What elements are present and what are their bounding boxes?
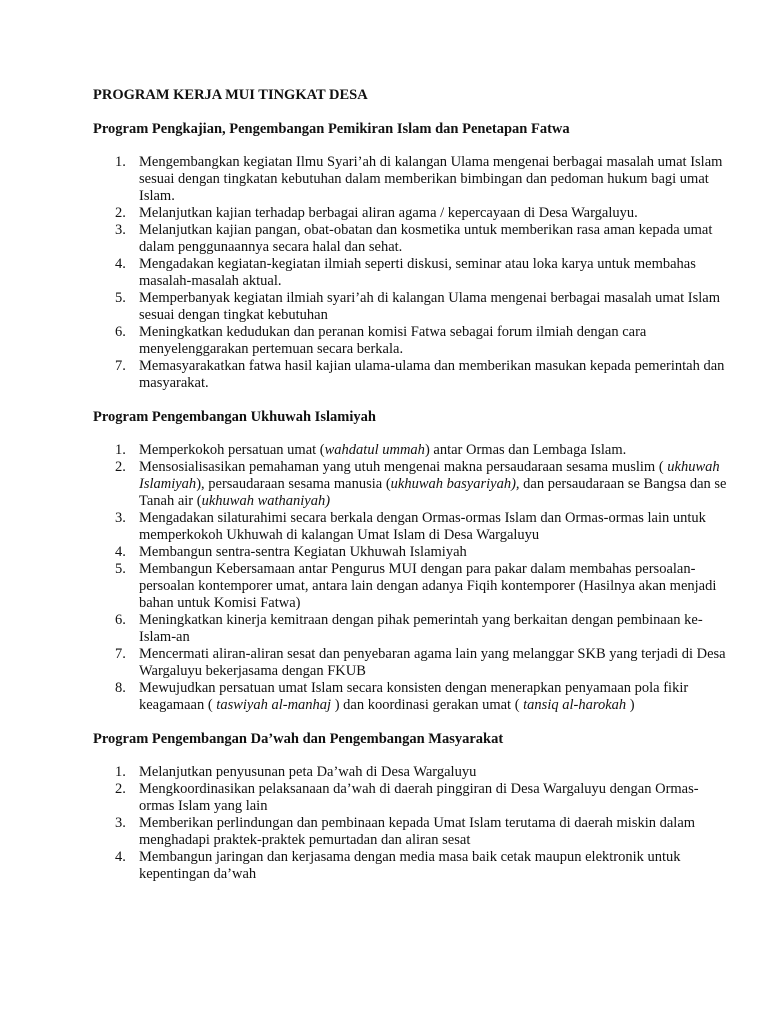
sections-container: [93, 120, 728, 883]
list-item-number: 1.: [115, 154, 126, 170]
list-item-text: ) antar Ormas dan Lembaga Islam.: [424, 442, 627, 458]
list-item-text: ) dan koordinasi gerakan umat (: [331, 697, 524, 713]
list-item-number: 1.: [115, 442, 126, 458]
list-item-text: Melanjutkan kajian pangan, obat-obatan dan kosmetika untuk memberikan rasa aman kepada umat dalam penggunaannya secara halal dan sehat.: [139, 222, 713, 255]
list-item: [93, 510, 728, 544]
list-item-italic-text: ukhuwah wathaniyah): [201, 493, 331, 509]
list-item-number: 5.: [115, 290, 126, 306]
section-title: Program Pengembangan Da’wah dan Pengembangan Masyarakat: [93, 731, 504, 747]
list-item-italic-text: ukhuwah basyariyah),: [390, 476, 520, 492]
list-item-number: 5.: [115, 561, 126, 577]
list-item-text: Meningkatkan kinerja kemitraan dengan pihak pemerintah yang berkaitan dengan pembinaan ke-Islam-an: [139, 612, 703, 645]
list-item: [93, 849, 728, 883]
list-item-number: 3.: [115, 510, 126, 526]
list-item-text: ): [626, 697, 635, 713]
list-item-text: Mengadakan silaturahimi secara berkala dengan Ormas-ormas Islam dan Ormas-ormas lain untuk memperkokoh Ukhuwah di kalangan Umat Islam di Desa Wargaluyu: [139, 510, 706, 543]
list-item: [93, 680, 728, 714]
list-item: [93, 612, 728, 646]
list-item: [93, 205, 728, 222]
list-item: [93, 442, 728, 459]
list-item-italic-text: wahdatul ummah: [324, 442, 425, 458]
list-item-number: 3.: [115, 815, 126, 831]
list-item-text: Membangun Kebersamaan antar Pengurus MUI dengan para pakar dalam membahas persoalan-persoalan kontemporer umat, antara lain dengan adanya Fiqih kontemporer (Hasilnya akan menjadi bahan untuk Komisi Fatwa): [139, 561, 717, 611]
list-item: [93, 781, 728, 815]
list-item-text: Membangun jaringan dan kerjasama dengan media masa baik cetak maupun elektronik untuk kepentingan da’wah: [139, 849, 681, 882]
list-item: [93, 324, 728, 358]
list-item-text: ), persaudaraan sesama manusia (: [196, 476, 391, 492]
list-item-text: Mengembangkan kegiatan Ilmu Syari’ah di kalangan Ulama mengenai berbagai masalah umat Islam sesuai dengan tingkatan kebutuhan dalam memberikan bimbingan dan pedoman hukum bagi umat Islam.: [139, 154, 723, 204]
list-item-number: 7.: [115, 646, 126, 662]
list-item-number: 3.: [115, 222, 126, 238]
list-item-italic-text: ukhuwah Islamiyah: [139, 459, 720, 492]
list-item-text: Mencermati aliran-aliran sesat dan penyebaran agama lain yang melanggar SKB yang terjadi di Desa Wargaluyu bekerjasama dengan FKUB: [139, 646, 726, 679]
list-item-text: dan persaudaraan se Bangsa dan se Tanah air (: [139, 476, 727, 509]
list-item: [93, 290, 728, 324]
list-item-text: Melanjutkan kajian terhadap berbagai aliran agama / kepercayaan di Desa Wargaluyu.: [139, 205, 638, 221]
list-item-number: 4.: [115, 544, 126, 560]
list-item-number: 7.: [115, 358, 126, 374]
list-item-number: 1.: [115, 764, 126, 780]
list-item: [93, 815, 728, 849]
list-item-number: 2.: [115, 781, 126, 797]
list-item: [93, 154, 728, 205]
list-item: [93, 544, 728, 561]
list-item: [93, 561, 728, 612]
list-item-text: Memasyarakatkan fatwa hasil kajian ulama-ulama dan memberikan masukan kepada pemerintah dan masyarakat.: [139, 358, 725, 391]
list-item-text: Mengkoordinasikan pelaksanaan da’wah di daerah pinggiran di Desa Wargaluyu dengan Ormas-ormas Islam yang lain: [139, 781, 699, 814]
list-item-number: 2.: [115, 459, 126, 475]
list-item: [93, 256, 728, 290]
list-item-number: 4.: [115, 256, 126, 272]
list-item: [93, 646, 728, 680]
list-item-text: Melanjutkan penyusunan peta Da’wah di Desa Wargaluyu: [139, 764, 477, 780]
section-title: Program Pengembangan Ukhuwah Islamiyah: [93, 409, 376, 425]
list-item-text: Mewujudkan persatuan umat Islam secara konsisten dengan menerapkan penyamaan pola fikir keagamaan (: [139, 680, 689, 713]
list-item-text: Memberikan perlindungan dan pembinaan kepada Umat Islam terutama di daerah miskin dalam menghadapi praktek-praktek pemurtadan dan aliran sesat: [139, 815, 696, 848]
section-list: [93, 442, 728, 714]
document-title: PROGRAM KERJA MUI TINGKAT DESA: [93, 87, 368, 103]
list-item-text: Meningkatkan kedudukan dan peranan komisi Fatwa sebagai forum ilmiah dengan cara menyelenggarakan pertemuan secara berkala.: [139, 324, 647, 357]
list-item-number: 8.: [115, 680, 126, 696]
list-item-text: Memperkokoh persatuan umat (: [139, 442, 325, 458]
list-item-italic-text: taswiyah al-manhaj: [216, 697, 332, 713]
section-list: [93, 154, 728, 392]
section-list: [93, 764, 728, 883]
list-item-text: Mensosialisasikan pemahaman yang utuh mengenai makna persaudaraan sesama muslim (: [139, 459, 668, 475]
list-item-text: Memperbanyak kegiatan ilmiah syari’ah di kalangan Ulama mengenai berbagai masalah umat Islam sesuai dengan tingkat kebutuhan: [139, 290, 720, 323]
list-item-text: Membangun sentra-sentra Kegiatan Ukhuwah Islamiyah: [139, 544, 467, 560]
list-item: [93, 222, 728, 256]
list-item: [93, 358, 728, 392]
section-title: Program Pengkajian, Pengembangan Pemikiran Islam dan Penetapan Fatwa: [93, 121, 570, 137]
list-item-number: 4.: [115, 849, 126, 865]
list-item-italic-text: tansiq al-harokah: [523, 697, 627, 713]
list-item: [93, 459, 728, 510]
list-item: [93, 764, 728, 781]
list-item-number: 2.: [115, 205, 126, 221]
list-item-number: 6.: [115, 612, 126, 628]
list-item-number: 6.: [115, 324, 126, 340]
list-item-text: Mengadakan kegiatan-kegiatan ilmiah seperti diskusi, seminar atau loka karya untuk membahas masalah-masalah aktual.: [139, 256, 696, 289]
